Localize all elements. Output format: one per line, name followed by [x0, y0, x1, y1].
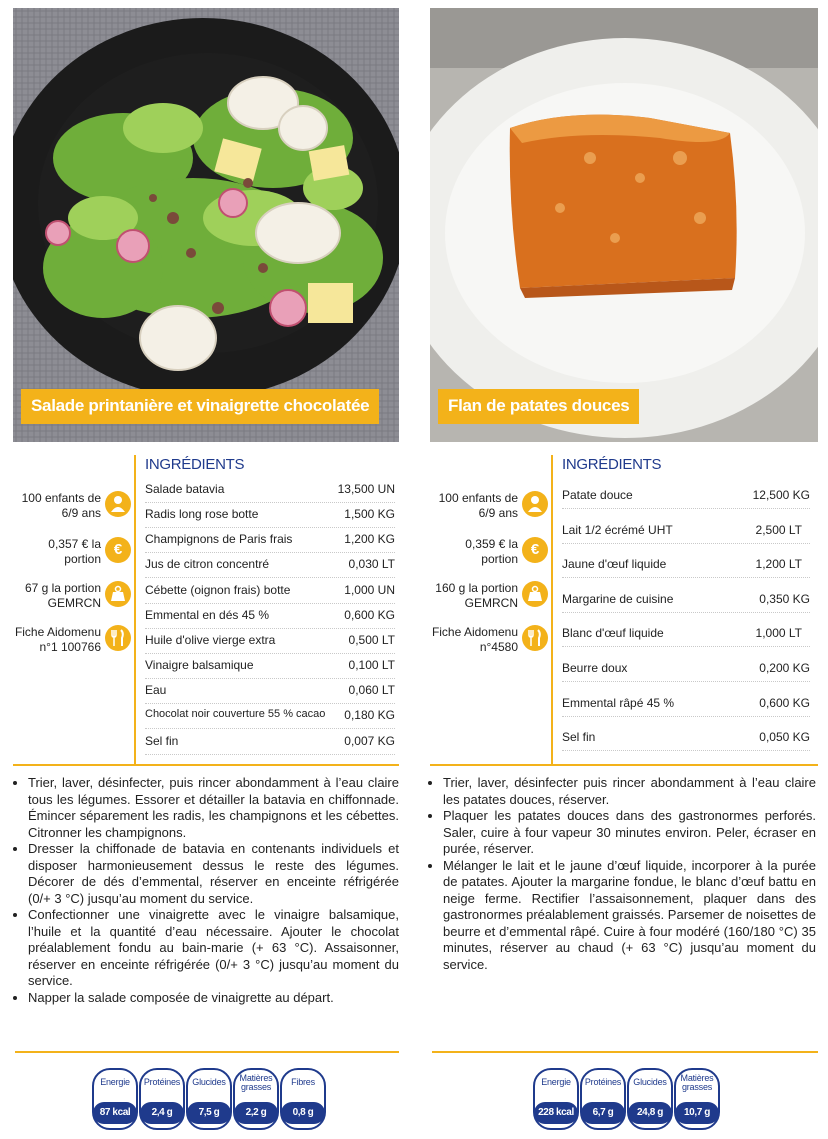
ingredient-row: Beurre doux 0,200 KG: [562, 657, 810, 682]
preparation-steps: [430, 775, 816, 973]
divider-horizontal: [430, 764, 818, 766]
ingredient-row: Emmental râpé 45 % 0,600 KG: [562, 692, 810, 717]
recipe-title: Flan de patates douces: [438, 389, 639, 424]
recipe-card-right: [430, 0, 818, 1139]
euro-icon: €: [105, 537, 131, 563]
weight-icon: [522, 581, 548, 607]
ingredient-row: Jus de citron concentré 0,030 LT: [145, 553, 395, 578]
ingredient-row: Eau 0,060 LT: [145, 679, 395, 704]
ingredient-row: Lait 1/2 écrémé UHT 2,500 LT: [562, 519, 810, 544]
cutlery-icon: [522, 625, 548, 651]
flan-photo: [430, 8, 818, 442]
recipe-title: Salade printanière et vinaigrette chocolatée: [21, 389, 379, 424]
portion-info: 67 g la portion GEMRCN: [13, 579, 131, 619]
ingredient-row: Chocolat noir couverture 55 % cacao 0,180 KG: [145, 704, 395, 729]
servings-info: 100 enfants de 6/9 ans: [13, 489, 131, 529]
step-item: • Plaquer les patates douces dans des gastronormes perforés. Saler, cuire à four vapeur 30 minutes environ. Peler, écraser en purée, réserver.: [443, 808, 816, 858]
ingredient-row: Blanc d'œuf liquide 1,000 LT: [562, 622, 810, 647]
preparation-steps: [15, 775, 399, 1006]
divider-horizontal: [13, 764, 399, 766]
step-item: • Dresser la chiffonade de batavia en contenants individuels et disposer harmonieusement dessus le reste des légumes. Décorer de dés d’emmental, réserver en enceinte réfrigérée (0/+ 3 °C) jusqu’au moment du service.: [28, 841, 399, 907]
recipe-card-left: [13, 0, 413, 1139]
nutrition-energy: Energie 87 kcal: [92, 1068, 138, 1130]
bottom-divider: [432, 1051, 818, 1053]
nutrition-protein: Protéines 6,7 g: [580, 1068, 626, 1130]
bottom-divider: [15, 1051, 399, 1053]
nutrition-fat: Matières grasses 10,7 g: [674, 1068, 720, 1130]
nutrition-badges: [533, 1068, 723, 1128]
ingredient-row: Radis long rose botte 1,500 KG: [145, 503, 395, 528]
cost-info: 0,359 € la portion €: [430, 535, 548, 575]
nutrition-badges: [92, 1068, 332, 1128]
divider-vertical: [551, 455, 553, 765]
nutrition-carbs: Glucides 7,5 g: [186, 1068, 232, 1130]
salad-photo: [13, 8, 399, 442]
ingredients-title: INGRÉDIENTS: [562, 456, 662, 473]
nutrition-energy: Energie 228 kcal: [533, 1068, 579, 1130]
ingredient-row: Margarine de cuisine 0,350 KG: [562, 588, 810, 613]
ingredient-row: Cébette (oignon frais) botte 1,000 UN: [145, 579, 395, 604]
child-icon: [522, 491, 548, 517]
ingredient-row: Champignons de Paris frais 1,200 KG: [145, 528, 395, 553]
ingredient-row: Sel fin 0,007 KG: [145, 730, 395, 755]
weight-icon: [105, 581, 131, 607]
cutlery-icon: [105, 625, 131, 651]
ingredient-row: Jaune d'œuf liquide 1,200 LT: [562, 553, 810, 578]
nutrition-carbs: Glucides 24,8 g: [627, 1068, 673, 1130]
cost-info: 0,357 € la portion €: [13, 535, 131, 575]
servings-info: 100 enfants de 6/9 ans: [430, 489, 548, 529]
step-item: • Mélanger le lait et le jaune d’œuf liquide, incorporer à la purée de patates. Ajouter la margarine fondue, le blanc d’œuf battu en neige ferme. Rectifier l’assaisonnement, plaquer dans des gastronormes préalablement graissés. Parsemer de noisettes de beurre et d’emmental râpé. Cuire à four modéré (160/180 °C) 35 minutes, réserver au chaud (+ 63 °C) jusqu’au moment du service.: [443, 858, 816, 974]
step-item: • Trier, laver, désinfecter puis rincer abondamment à l’eau claire les patates douces, réserver.: [443, 775, 816, 808]
step-item: • Trier, laver, désinfecter, puis rincer abondamment à l’eau claire tous les légumes. Essorer et détailler la batavia en chiffonnade. Émincer séparement les radis, les champignons et les cébettes. Citronner les champignons.: [28, 775, 399, 841]
ingredient-row: Salade batavia 13,500 UN: [145, 478, 395, 503]
ingredient-row: Huile d'olive vierge extra 0,500 LT: [145, 629, 395, 654]
ingredients-title: INGRÉDIENTS: [145, 456, 245, 473]
step-item: • Confectionner une vinaigrette avec le vinaigre balsamique, l’huile et la quantité d’eau nécessaire. Ajouter le chocolat préalablement fondu au bain-marie (+ 63 °C). Assaisonner, réserver en enceinte réfrigérée (0/+ 3 °C) jusqu’au moment du service.: [28, 907, 399, 990]
nutrition-protein: Protéines 2,4 g: [139, 1068, 185, 1130]
ingredient-row: Patate douce 12,500 KG: [562, 484, 810, 509]
ingredient-row: Vinaigre balsamique 0,100 LT: [145, 654, 395, 679]
nutrition-fiber: Fibres 0,8 g: [280, 1068, 326, 1130]
portion-info: 160 g la portion GEMRCN: [430, 579, 548, 619]
divider-vertical: [134, 455, 136, 765]
sheet-info: Fiche Aidomenu n°1 100766: [13, 623, 131, 663]
nutrition-fat: Matières grasses 2,2 g: [233, 1068, 279, 1130]
step-item: • Napper la salade composée de vinaigrette au départ.: [28, 990, 399, 1007]
ingredient-row: Emmental en dés 45 % 0,600 KG: [145, 604, 395, 629]
child-icon: [105, 491, 131, 517]
euro-icon: €: [522, 537, 548, 563]
sheet-info: Fiche Aidomenu n°4580: [430, 623, 548, 663]
ingredient-row: Sel fin 0,050 KG: [562, 726, 810, 751]
